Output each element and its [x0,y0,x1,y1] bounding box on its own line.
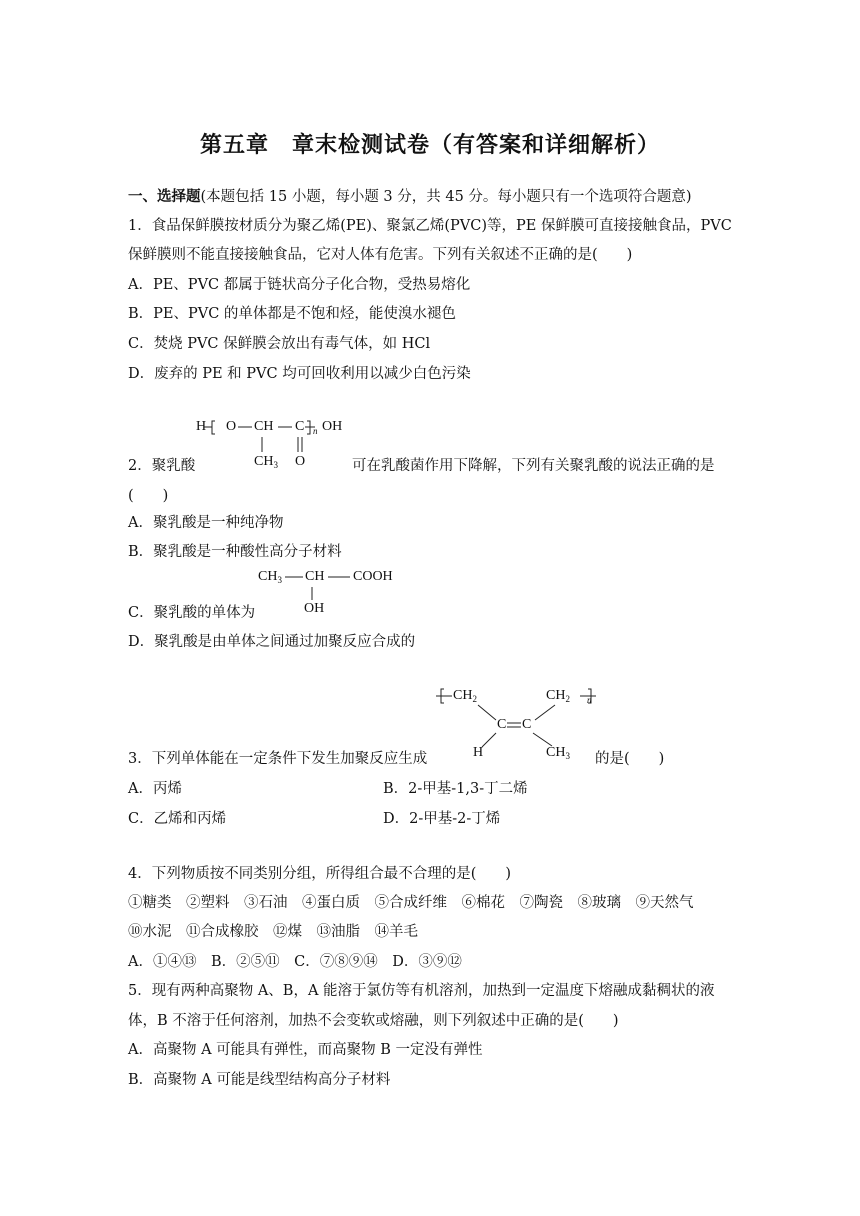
la-ch3-subscript: 3 [277,575,282,585]
q3-h: H [473,745,484,760]
section-note: (本题包括 15 小题，每小题 3 分，共 45 分。每小题只有一个选项符合题意) [200,189,692,205]
q3-ch3-ch: CH [546,745,566,760]
la-ch3-ch: CH [258,569,278,584]
q2-option-c: C．聚乳酸的单体为 [128,605,256,621]
section-heading: 一、选择题 [128,188,201,205]
q1-option-c: C．焚烧 PVC 保鲜膜会放出有毒气体，如 HCl [128,336,431,352]
q2-option-b: B．聚乳酸是一种酸性高分子材料 [128,544,342,560]
q4-options: A．①④⑬ B．②⑤⑪ C．⑦⑧⑨⑭ D．③⑨⑫ [128,954,462,970]
q1-option-d: D．废弃的 PE 和 PVC 均可回收利用以减少白色污染 [128,366,471,382]
pla-o: O [226,419,237,434]
q3-n: n [587,695,592,705]
q2-stem-suffix: 可在乳酸菌作用下降解，下列有关聚乳酸的说法正确的是 [352,458,715,474]
pla-ch3-subscript: 3 [273,460,278,470]
page-title: 第五章 章末检测试卷（有答案和详细解析） [199,133,660,158]
q2-paren: ( ) [128,488,169,504]
pla-c: C [295,419,305,434]
q3-bond-c2-ch2 [535,705,555,720]
q2-option-d: D．聚乳酸是由单体之间通过加聚反应合成的 [128,634,416,650]
q3-bond-c2-ch3 [533,733,552,746]
pla-h: H [196,419,207,434]
la-oh: OH [304,601,325,616]
q2-option-a: A．聚乳酸是一种纯净物 [128,515,284,531]
la-ch: CH [305,569,325,584]
la-cooh: COOH [353,569,393,584]
pla-carbonyl-o: O [295,454,306,469]
q4-items-line1: ①糖类 ②塑料 ③石油 ④蛋白质 ⑤合成纤维 ⑥棉花 ⑦陶瓷 ⑧玻璃 ⑨天然气 [128,895,694,911]
q3-ch3-subscript: 3 [565,751,570,761]
q3-option-a: A．丙烯 [128,781,182,797]
q3-ch2-left-ch: CH [453,688,473,703]
q3-bond-c1-h [482,733,496,747]
pla-oh: OH [322,419,343,434]
q3-ch2-left-subscript: 2 [472,694,477,704]
pla-n: n [313,426,318,436]
q1-option-a: A．PE、PVC 都属于链状高分子化合物，受热易熔化 [128,277,471,293]
q1-stem-line1: 1．食品保鲜膜按材质分为聚乙烯(PE)、聚氯乙烯(PVC)等，PE 保鲜膜可直接接触食品，PVC [128,218,732,234]
q3-option-c: C．乙烯和丙烯 [128,811,227,827]
q3-c2: C [522,717,532,732]
q3-option-d: D．2-甲基-2-丁烯 [383,811,501,827]
q1-option-b: B．PE、PVC 的单体都是不饱和烃，能使溴水褪色 [128,306,456,322]
q4-items-line2: ⑩水泥 ⑪合成橡胶 ⑫煤 ⑬油脂 ⑭羊毛 [128,924,418,940]
q3-ch2-right-ch: CH [546,688,566,703]
pla-bracket-left [212,421,215,434]
q5-option-a: A．高聚物 A 可能具有弹性，而高聚物 B 一定没有弹性 [128,1042,483,1058]
q5-stem-line2: 体，B 不溶于任何溶剂，加热不会变软或熔融，则下列叙述中正确的是( ) [128,1013,619,1029]
q3-option-b: B．2-甲基-1,3-丁二烯 [383,781,528,797]
q3-ch2-right-subscript: 2 [565,694,570,704]
q1-stem-line2: 保鲜膜则不能直接接触食品，它对人体有危害。下列有关叙述不正确的是( ) [128,247,633,263]
q3-c1: C [497,717,507,732]
q3-stem-suffix: 的是( ) [595,751,665,767]
q4-stem: 4．下列物质按不同类别分组，所得组合最不合理的是( ) [128,866,512,882]
q3-bond-ch2-c1 [478,705,496,720]
q5-stem-line1: 5．现有两种高聚物 A、B，A 能溶于氯仿等有机溶剂，加热到一定温度下熔融成黏稠状的液 [128,983,715,999]
q2-stem-prefix: 2．聚乳酸 [128,458,196,474]
q5-option-b: B．高聚物 A 可能是线型结构高分子材料 [128,1072,391,1088]
pla-ch3-ch: CH [254,454,274,469]
pla-ch: CH [254,419,274,434]
q3-stem: 3．下列单体能在一定条件下发生加聚反应生成 [128,751,428,767]
